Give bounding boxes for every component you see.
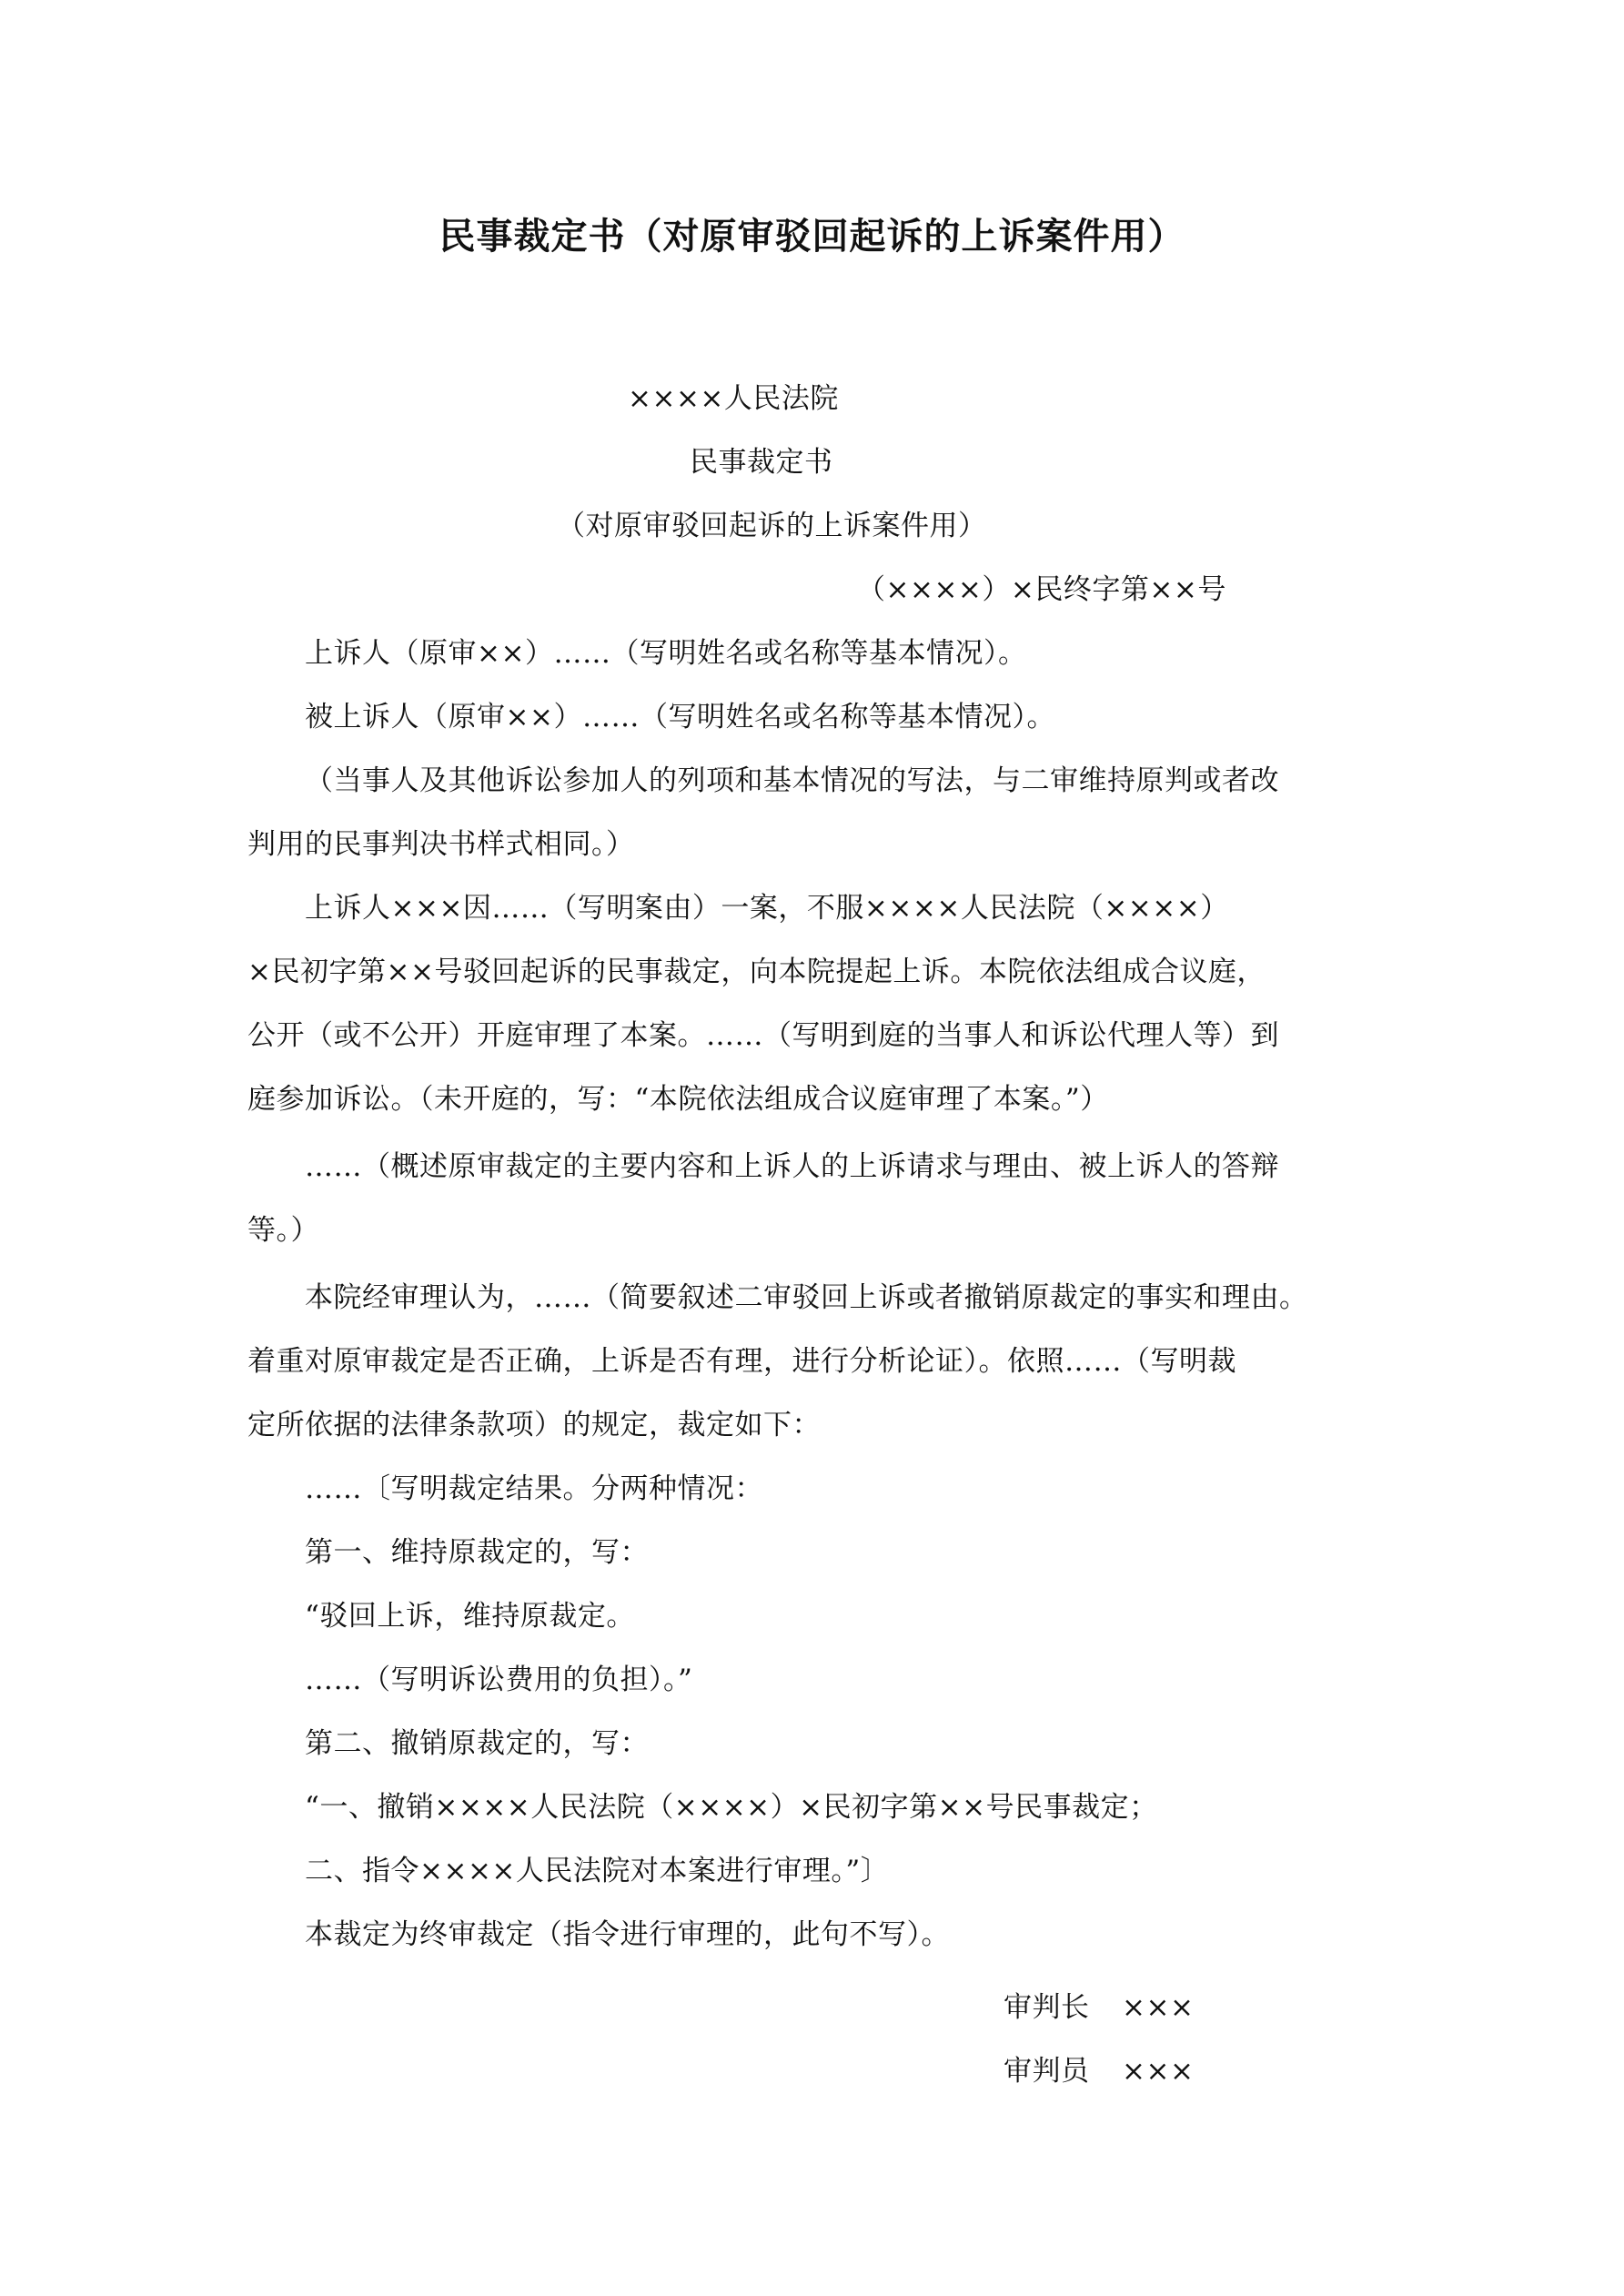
- body-line: （当事人及其他诉讼参加人的列项和基本情况的写法，与二审维持原判或者改: [305, 764, 1279, 797]
- body-line: 第二、撤销原裁定的，写：: [305, 1727, 649, 1760]
- body-line: 本院经审理认为，……（简要叙述二审驳回上诉或者撤销原裁定的事实和理由。: [305, 1281, 1308, 1314]
- document-title: 民事裁定书（对原审驳回起诉的上诉案件用）: [439, 216, 1185, 258]
- body-line: 公开（或不公开）开庭审理了本案。……（写明到庭的当事人和诉讼代理人等）到: [247, 1019, 1279, 1052]
- signature-title: 审判长: [1004, 1991, 1090, 2024]
- case-number: （××××）×民终字第××号: [857, 573, 1226, 606]
- doc-type: 民事裁定书: [690, 446, 833, 479]
- body-line: 等。）: [247, 1214, 319, 1247]
- body-line: 上诉人（原审××）……（写明姓名或名称等基本情况）。: [305, 637, 1027, 670]
- body-line: “驳回上诉，维持原裁定。: [305, 1600, 635, 1633]
- signature-name: ×××: [1122, 2055, 1195, 2088]
- signature-name: ×××: [1122, 1991, 1195, 2024]
- body-line: 上诉人×××因……（写明案由）一案，不服××××人民法院（××××）: [305, 892, 1229, 925]
- body-line: ……（写明诉讼费用的负担）。”: [305, 1664, 693, 1696]
- body-line: 本裁定为终审裁定（指令进行审理的，此句不写）。: [305, 1918, 950, 1951]
- body-line: ×民初字第××号驳回起诉的民事裁定，向本院提起上诉。本院依法组成合议庭，: [247, 956, 1266, 988]
- body-line: 被上诉人（原审××）……（写明姓名或名称等基本情况）。: [305, 701, 1055, 733]
- body-line: 判用的民事判决书样式相同。）: [247, 828, 635, 861]
- body-line: 定所依据的法律条款项）的规定，裁定如下：: [247, 1409, 821, 1441]
- body-line: 二、指令××××人民法院对本案进行审理。”〕: [305, 1855, 890, 1887]
- signature-title: 审判员: [1004, 2055, 1090, 2088]
- body-line: “一、撤销××××人民法院（××××）×民初字第××号民事裁定；: [305, 1791, 1158, 1824]
- body-line: ……（概述原审裁定的主要内容和上诉人的上诉请求与理由、被上诉人的答辩: [305, 1150, 1279, 1183]
- body-line: ……〔写明裁定结果。分两种情况：: [305, 1472, 763, 1505]
- body-line: 第一、维持原裁定的，写：: [305, 1536, 649, 1569]
- court-name: ××××人民法院: [628, 382, 839, 415]
- doc-subtype: （对原审驳回起诉的上诉案件用）: [557, 510, 987, 542]
- body-line: 着重对原审裁定是否正确，上诉是否有理，进行分析论证）。依照……（写明裁: [247, 1345, 1236, 1378]
- body-line: 庭参加诉讼。（未开庭的，写：“本院依法组成合议庭审理了本案。”）: [247, 1083, 1109, 1116]
